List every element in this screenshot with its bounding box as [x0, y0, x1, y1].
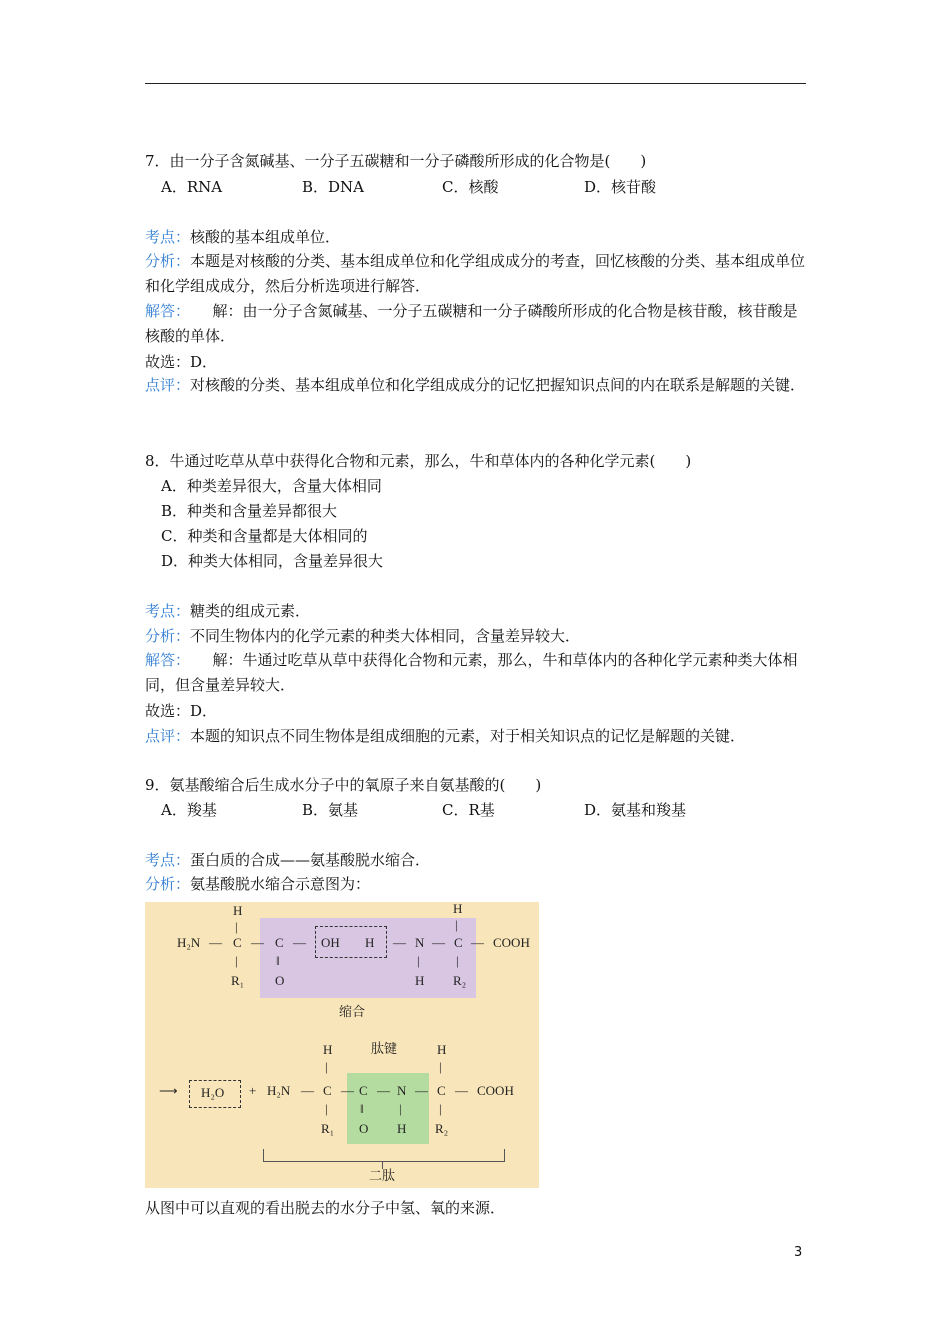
- q7-stem: 7．由一分子含氮碱基、一分子五碳糖和一分子磷酸所形成的化合物是( ): [145, 152, 647, 170]
- bond: —: [471, 935, 484, 950]
- kaodian-label: 考点：: [145, 851, 191, 869]
- q7-fenxi: [145, 249, 810, 299]
- bond: —: [393, 935, 406, 950]
- plus: +: [249, 1083, 257, 1098]
- nitrogen: N: [415, 935, 425, 950]
- bond: —: [209, 935, 222, 950]
- kaodian-text: 糖类的组成元素．: [190, 602, 311, 620]
- h-under-n-2: H: [397, 1121, 407, 1136]
- q9-option-a: A．羧基: [161, 801, 217, 819]
- q7-option-c: C．核酸: [442, 178, 499, 196]
- fenxi-text: 本题是对核酸的分类、基本组成单位和化学组成成分的考查，回忆核酸的分类、基本组成单位和化学组成成分，然后分析选项进行解答．: [145, 252, 806, 295]
- q7-kaodian: [145, 227, 340, 247]
- bond-vertical: |: [235, 919, 238, 934]
- h-top-right: H: [453, 901, 463, 916]
- kaodian-text: 核酸的基本组成单位．: [190, 228, 341, 246]
- h-under-n: H: [415, 973, 425, 988]
- carbon-2: C: [437, 1083, 446, 1098]
- q8-option-b: B．种类和含量差异都很大: [161, 502, 338, 520]
- carbon-alpha-2: C: [454, 935, 463, 950]
- bond: —: [293, 935, 306, 950]
- jieda-text: 解：由一分子含氮碱基、一分子五碳糖和一分子磷酸所形成的化合物是核苷酸，核苷酸是核酸的单体．: [145, 302, 798, 345]
- bond: —: [415, 1083, 428, 1098]
- q8-option-c: C．种类和含量都是大体相同的: [161, 527, 368, 545]
- dehydration-condensation-figure: [145, 902, 539, 1188]
- bond: —: [341, 1083, 354, 1098]
- q9-option-c: C．R基: [442, 801, 495, 819]
- double-bond: ‖: [360, 1101, 364, 1116]
- arrow-icon: ⟶: [159, 1083, 178, 1098]
- q9-option-d: D．氨基和羧基: [584, 801, 687, 819]
- q7-option-a: A．RNA: [161, 178, 223, 196]
- q9-kaodian: [145, 850, 430, 870]
- dipeptide-brace-tick: [382, 1161, 383, 1169]
- bond: —: [377, 1083, 390, 1098]
- q8-jieda: [145, 648, 810, 698]
- bond: —: [432, 935, 445, 950]
- h-top-2: H: [437, 1042, 447, 1057]
- nitrogen-2: N: [397, 1083, 407, 1098]
- bond-vertical: |: [456, 953, 459, 968]
- water: H₂O: [201, 1085, 225, 1100]
- fenxi-label: 分析：: [145, 627, 191, 645]
- q7-jieda: [145, 299, 810, 349]
- fenxi-label: 分析：: [145, 875, 191, 893]
- page-number: 3: [794, 1245, 803, 1260]
- carbon-carbonyl-2: C: [359, 1083, 368, 1098]
- kaodian-label: 考点：: [145, 228, 191, 246]
- dianping-label: 点评：: [145, 727, 191, 745]
- amino-group: H₂N: [177, 935, 201, 950]
- bond-vertical: |: [325, 1059, 328, 1074]
- bond-vertical: |: [455, 917, 458, 932]
- peptide-bond-label: 肽键: [371, 1042, 398, 1057]
- fenxi-text: 氨基酸脱水缩合示意图为：: [190, 875, 371, 893]
- bond-vertical: |: [439, 1101, 442, 1116]
- double-bond: ‖: [276, 953, 280, 968]
- oxygen: O: [275, 973, 285, 988]
- carboxyl: COOH: [493, 935, 530, 950]
- q8-guxuan: 故选：D．: [145, 702, 218, 720]
- condensation-label: 缩合: [339, 1005, 366, 1020]
- q8-option-d: D．种类大体相同，含量差异很大: [161, 552, 384, 570]
- bond: —: [301, 1083, 314, 1098]
- h-top-left: H: [233, 903, 243, 918]
- q8-dianping: [145, 726, 745, 746]
- q9-fenxi: [145, 874, 370, 894]
- r1-group-2: R₁: [321, 1121, 335, 1136]
- dianping-label: 点评：: [145, 376, 191, 394]
- bond-vertical: |: [325, 1101, 328, 1116]
- carbon-1: C: [323, 1083, 332, 1098]
- hydroxyl: OH: [321, 935, 340, 950]
- q9-after-figure: 从图中可以直观的看出脱去的水分子中氢、氧的来源．: [145, 1199, 506, 1217]
- q7-dianping: [145, 373, 810, 398]
- q8-kaodian: [145, 601, 310, 621]
- q7-option-d: D．核苷酸: [584, 178, 657, 196]
- q7-option-b: B．DNA: [302, 178, 365, 196]
- q8-option-a: A．种类差异很大，含量大体相同: [161, 477, 382, 495]
- r1-group: R₁: [231, 973, 245, 988]
- r2-group-2: R₂: [435, 1121, 449, 1136]
- q9-stem: 9．氨基酸缩合后生成水分子中的氧原子来自氨基酸的( ): [145, 776, 542, 794]
- bond-vertical: |: [417, 953, 420, 968]
- q7-guxuan: 故选：D．: [145, 353, 218, 371]
- jieda-text: 解：牛通过吃草从草中获得化合物和元素，那么，牛和草体内的各种化学元素种类大体相同，但含量差异较大．: [145, 651, 798, 694]
- q9-option-b: B．氨基: [302, 801, 359, 819]
- dipeptide-brace: [263, 1149, 505, 1162]
- jieda-label: 解答：: [145, 651, 183, 669]
- dianping-text: 对核酸的分类、基本组成单位和化学组成成分的记忆把握知识点间的内在联系是解题的关键．: [190, 376, 806, 394]
- fenxi-label: 分析：: [145, 252, 191, 270]
- bond: —: [251, 935, 264, 950]
- carbon-carbonyl: C: [275, 935, 284, 950]
- bond: —: [455, 1083, 468, 1098]
- kaodian-label: 考点：: [145, 602, 191, 620]
- jieda-label: 解答：: [145, 302, 183, 320]
- h-top-1: H: [323, 1042, 333, 1057]
- hydrogen-removed: H: [365, 935, 375, 950]
- amino-group-2: H₂N: [267, 1083, 291, 1098]
- q8-fenxi: [145, 626, 580, 646]
- dianping-text: 本题的知识点不同生物体是组成细胞的元素，对于相关知识点的记忆是解题的关键．: [190, 727, 746, 745]
- q8-stem: 8．牛通过吃草从草中获得化合物和元素，那么，牛和草体内的各种化学元素( ): [145, 452, 692, 470]
- dipeptide-label: 二肽: [369, 1169, 396, 1184]
- carbon-alpha: C: [233, 935, 242, 950]
- bond-vertical: |: [439, 1059, 442, 1074]
- header-rule: [145, 83, 806, 84]
- carboxyl-2: COOH: [477, 1083, 514, 1098]
- bond-vertical: |: [399, 1101, 402, 1116]
- r2-group: R₂: [453, 973, 467, 988]
- bond-vertical: |: [235, 953, 238, 968]
- fenxi-text: 不同生物体内的化学元素的种类大体相同，含量差异较大．: [190, 627, 581, 645]
- oxygen-2: O: [359, 1121, 369, 1136]
- kaodian-text: 蛋白质的合成——氨基酸脱水缩合．: [190, 851, 431, 869]
